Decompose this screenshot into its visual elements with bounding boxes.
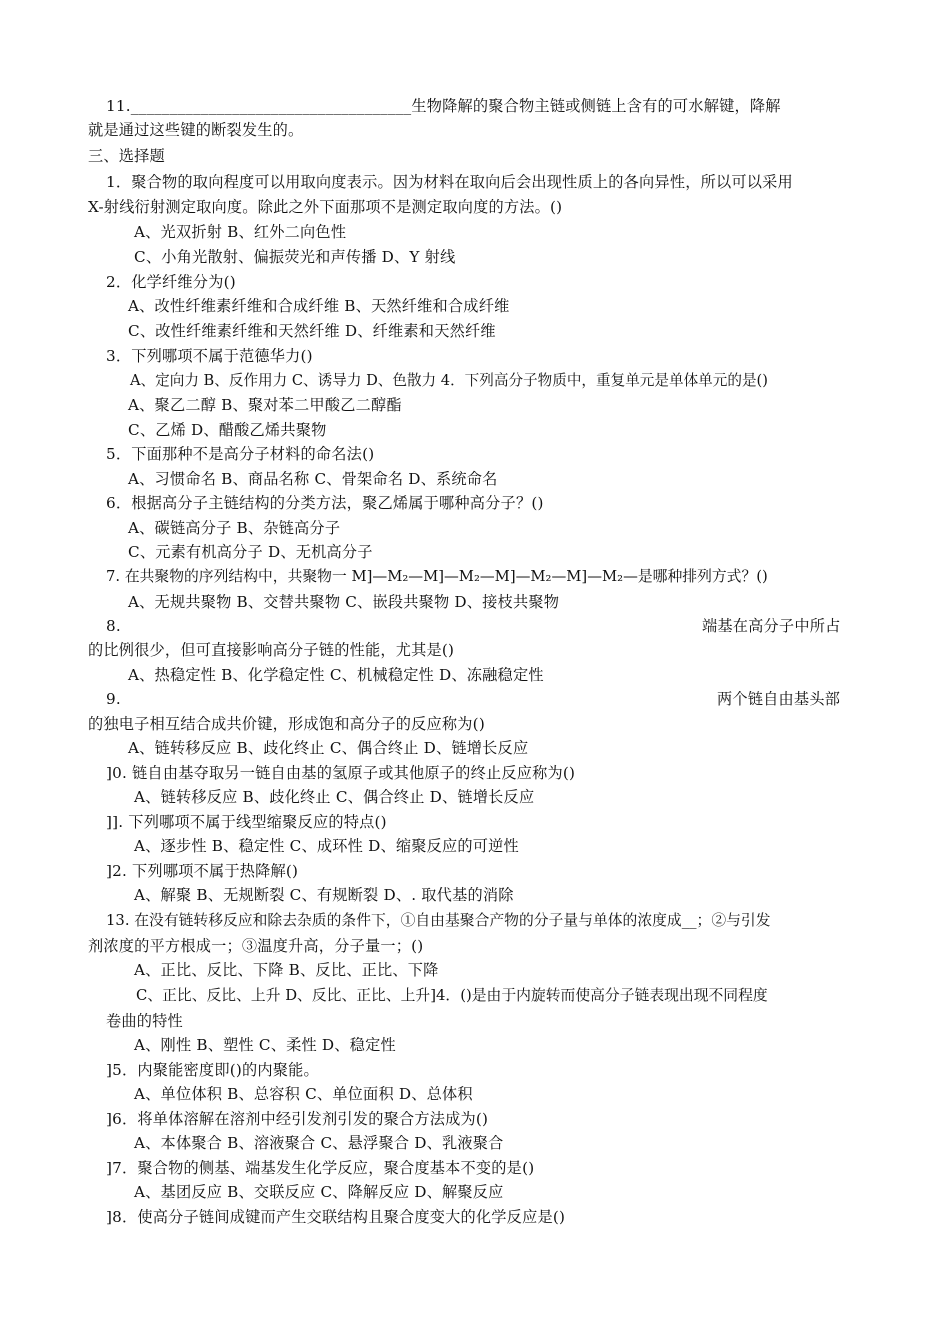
q7-stem: 7. 在共聚物的序列结构中，共聚物一 M]—M₂—M]—M₂—M]—M₂—M]—M₂—是哪种排列方式？() [106,568,768,585]
q7-options: A、无规共聚物 B、交替共聚物 C、嵌段共聚物 D、接枝共聚物 [128,593,560,611]
q9-stem-2: 的独电子相互结合成共价键，形成饱和高分子的反应称为() [88,715,485,733]
q13-stem-1: 13. 在没有链转移反应和除去杂质的条件下，①自由基聚合产物的分子量与单体的浓度成__；②与引发 [106,912,771,929]
q8-options: A、热稳定性 B、化学稳定性 C、机械稳定性 D、冻融稳定性 [128,666,544,684]
q6-stem: 6．根据高分子主链结构的分类方法，聚乙烯属于哪种高分子？() [106,494,544,512]
q6-options-1: A、碳链高分子 B、杂链高分子 [128,519,341,537]
q18-stem: ]8．使高分子链间成键而产生交联结构且聚合度变大的化学反应是() [106,1208,566,1226]
q11b-options: A、逐步性 B、稳定性 C、成环性 D、缩聚反应的可逆性 [134,837,519,855]
q1-options-1: A、光双折射 B、红外二向色性 [134,223,347,241]
q9-options: A、链转移反应 B、歧化终止 C、偶合终止 D、链增长反应 [128,739,529,757]
q6-options-2: C、元素有机高分子 D、无机高分子 [128,543,373,561]
q5-stem: 5．下面那种不是高分子材料的命名法() [106,445,375,463]
q11-line-2: 就是通过这些键的断裂发生的。 [88,121,304,139]
q16-options: A、本体聚合 B、溶液聚合 C、悬浮聚合 D、乳液聚合 [134,1134,504,1152]
q3-options-q4-stem: A、定向力 B、反作用力 C、诱导力 D、色散力 4．下列高分子物质中，重复单元是单体单元的是() [130,372,768,389]
q2-options-2: C、改性纤维素纤维和天然纤维 D、纤维素和天然纤维 [128,322,496,340]
q9-stem-right: 两个链自由基头部 [717,690,841,708]
q15-options: A、单位体积 B、总容积 C、单位面积 D、总体积 [134,1085,473,1103]
q15-stem: ]5．内聚能密度即()的内聚能。 [106,1061,319,1079]
section-heading: 三、选择题 [88,147,165,165]
q10-options: A、链转移反应 B、歧化终止 C、偶合终止 D、链增长反应 [134,788,535,806]
q9-number: 9. [106,690,121,708]
q3-stem: 3．下列哪项不属于范德华力() [106,347,313,365]
q8-stem-2: 的比例很少，但可直接影响高分子链的性能，尤其是() [88,641,455,659]
q11b-stem: ]]. 下列哪项不属于线型缩聚反应的特点() [106,813,387,831]
q5-options: A、习惯命名 B、商品名称 C、骨架命名 D、系统命名 [128,470,498,488]
q17-options: A、基团反应 B、交联反应 C、降解反应 D、解聚反应 [134,1183,504,1201]
q13-options-2-q14-stem: C、正比、反比、上升 D、反比、正比、上升]4．()是由于内旋转而使高分子链表现出现不同程度 [136,987,768,1004]
q2-options-1: A、改性纤维素纤维和合成纤维 B、天然纤维和合成纤维 [128,297,510,315]
q8-stem-right: 端基在高分子中所占 [702,617,841,635]
q8-number: 8. [106,617,121,635]
q13-stem-2: 剂浓度的平方根成一；③温度升高，分子量一；() [88,937,424,955]
q10-stem: ]0. 链自由基夺取另一链自由基的氢原子或其他原子的终止反应称为() [106,764,576,782]
q16-stem: ]6．将单体溶解在溶剂中经引发剂引发的聚合方法成为() [106,1110,489,1128]
q1-options-2: C、小角光散射、偏振荧光和声传播 D、Y 射线 [134,248,456,266]
q17-stem: ]7．聚合物的侧基、端基发生化学反应，聚合度基本不变的是() [106,1159,535,1177]
q11-line-1: 11.____________________________________生物降解的聚合物主链或侧链上含有的可水解键，降解 [106,97,781,115]
q12-stem: ]2. 下列哪项不属于热降解() [106,862,299,880]
q13-options-1: A、正比、反比、下降 B、反比、正比、下降 [134,961,439,979]
q1-line-1: 1．聚合物的取向程度可以用取向度表示。因为材料在取向后会出现性质上的各向异性，所以可以采用 [106,173,793,191]
q14-stem-2: 卷曲的特性 [106,1012,183,1030]
q4-options-2: C、乙烯 D、醋酸乙烯共聚物 [128,421,327,439]
q12-options: A、解聚 B、无规断裂 C、有规断裂 D、. 取代基的消除 [134,886,514,904]
q14-options: A、刚性 B、塑性 C、柔性 D、稳定性 [134,1036,396,1054]
q2-stem: 2．化学纤维分为() [106,273,236,291]
q4-options-1: A、聚乙二醇 B、聚对苯二甲酸乙二醇酯 [128,396,402,414]
q1-line-2: X-射线衍射测定取向度。除此之外下面那项不是测定取向度的方法。() [88,198,563,216]
